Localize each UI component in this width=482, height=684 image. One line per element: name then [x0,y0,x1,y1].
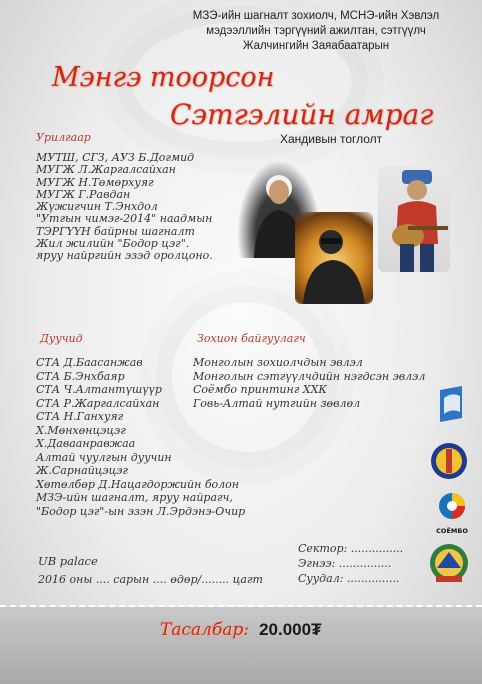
singers-line: СТА Д.Баасанжав [36,356,143,369]
seat-chair: Суудал: ............... [298,572,400,585]
province-emblem-icon [428,540,470,586]
singers-line: СТА Р.Жаргалсайхан [36,396,160,410]
soembo-printing-logo [432,490,472,534]
person-silhouette-icon [295,212,373,304]
organizers-line: яруу найргийн эзэд оролцоно. [36,249,213,263]
writers-union-logo [436,384,466,424]
seat-row: Эгнээ: ............... [298,557,392,570]
organizers-line: ТЭРГҮҮН байрны шагналт [36,224,195,238]
singers-line: Х.Мөнхөнцэцэг [36,423,126,437]
singers-line: МЗЭ-ийн шагналт, яруу найрагч, [36,491,233,504]
singers-heading: Дуучид [40,332,83,345]
sponsors-line: Монголын зохиолчдын эвлэл [193,356,363,369]
organizers-line: МУГЖ Г.Равдан [36,187,131,201]
photo-singer-2 [295,212,373,304]
circular-emblem-icon [430,440,468,482]
photo-singer-3 [378,166,450,272]
organizers-line: Жил жилийн "Бодор цэг". [36,237,190,251]
singers-line: Алтай чуулгын дуучин [36,450,172,464]
sponsors-heading: Зохион байгуулагч [197,332,306,345]
singers-line: Х.Даваанравжаа [36,437,136,450]
soembo-circle-icon [432,490,472,522]
header-line-2: мэдээллийн тэргүүний ажилтан, сэтгүүлч [206,25,426,37]
singers-line: Хөтөлбөр Д.Нацагдоржийн болон [36,477,240,491]
tear-line [0,605,482,607]
organizers-line: Жүжигчин Т.Энхдол [36,200,158,214]
organizers-heading: Урилгаар [36,131,91,144]
venue-date: 2016 оны .... сарын .... өдөр/........ цагт [38,573,263,586]
header-line-3: Жалчингийн Заяабаатарын [242,40,390,52]
singers-line: СТА Н.Ганхуяг [36,410,124,423]
singers-line: СТА Ч.Алтантүшүүр [36,383,162,396]
ticket-price: 20.000₮ [259,620,322,639]
organizers-list [36,152,213,263]
soembo-logo-text: СОЁМБО [436,527,468,535]
organizers-line: "Утгын чимэг-2014" наадмын [36,212,213,226]
ticket-price-row [160,620,321,640]
sponsors-line: Говь-Алтай нутгийн зөвлөл [193,396,361,410]
organizers-line: МУГЖ Л.Жаргалсайхан [36,163,176,177]
book-emblem-icon [436,384,466,424]
sponsors-line: Соёмбо принтинг ХХК [193,383,327,396]
header-line-1: МЗЭ-ийн шагналт зохиолч, МСНЭ-ийн Хэвлэл [192,10,440,22]
govi-altai-emblem [428,540,470,586]
organizers-line: МУТШ, СГЗ, АУЗ Б.Догмид [36,151,195,164]
journalists-union-logo [430,440,468,482]
title-line-1: Мэнгэ тоорсон [52,62,275,93]
ticket-label: Тасалбар: [160,620,250,640]
seat-sector: Сектор: ............... [298,542,404,555]
venue-place: UB palace [38,554,98,568]
singers-line: Ж.Сарнайцэцэг [36,464,128,477]
guitarist-icon [378,166,450,272]
singers-line: "Бодор цэг"-ын эзэн Л.Эрдэнэ-Очир [36,504,246,518]
ticket-stub [0,607,482,684]
sponsors-line: Монголын сэтгүүлчдийн нэгдсэн эвлэл [193,369,426,383]
organizers-line: МУГЖ Н.Төмөрхуяг [36,175,154,189]
title-line-2: Сэтгэлийн амраг [170,98,434,131]
sponsors-list [193,356,425,410]
singers-line: СТА Б.Энхбаяр [36,369,125,383]
title-subtitle: Хандивын тоглолт [280,132,383,146]
